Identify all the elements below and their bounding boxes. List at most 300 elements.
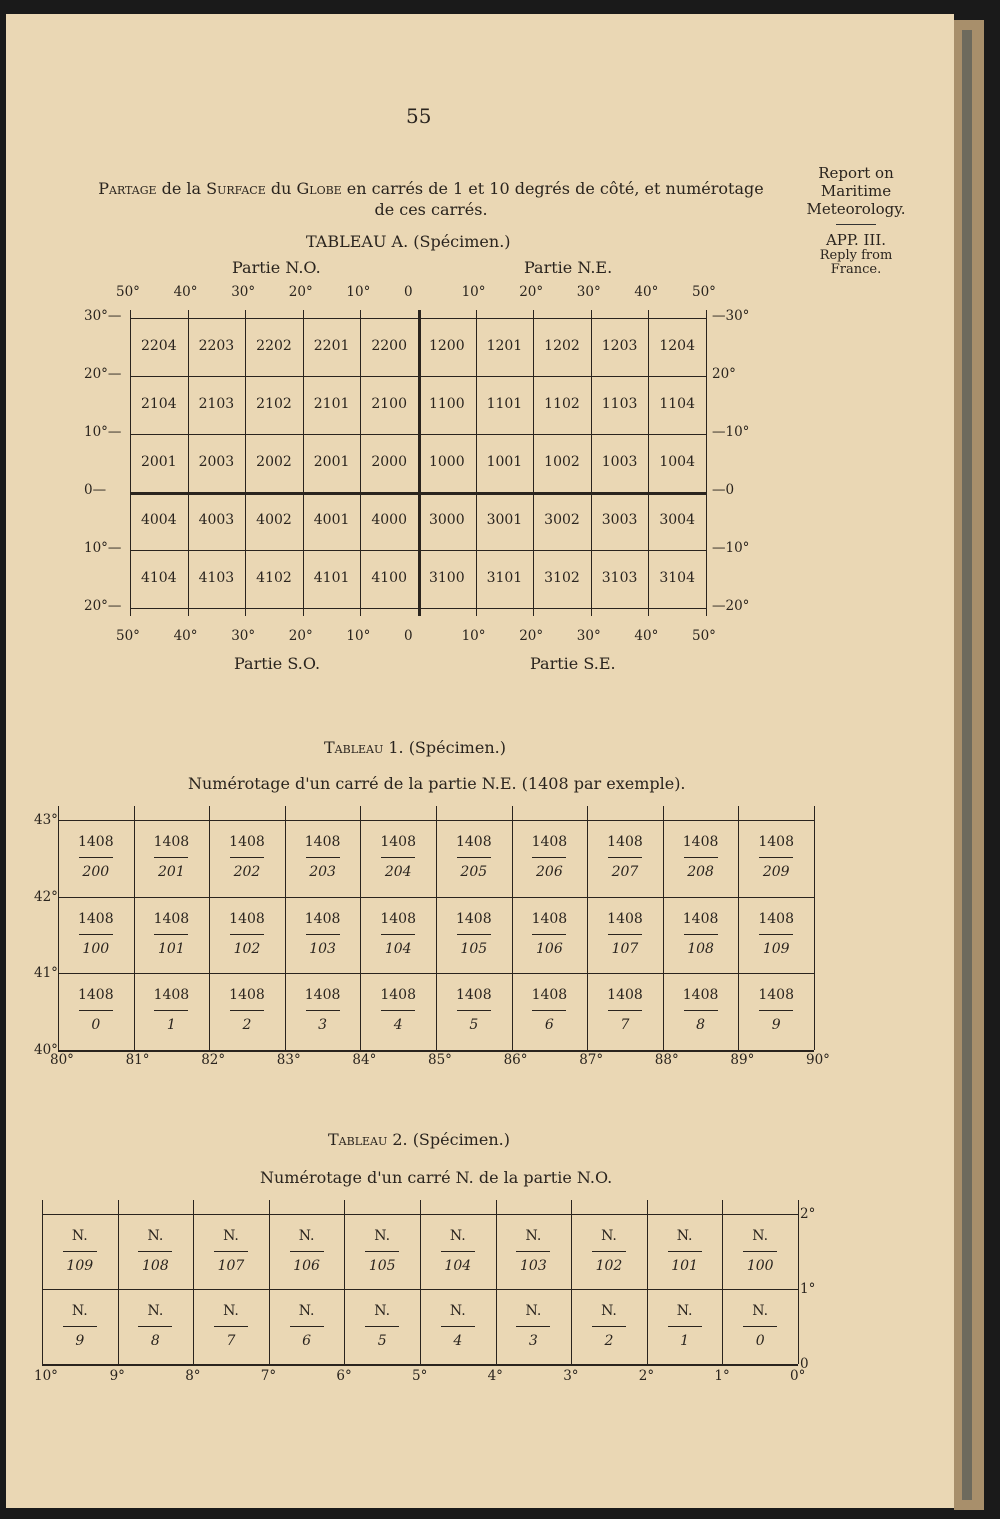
tableau-1-fraction-cell [285, 987, 361, 1035]
fraction-bar [457, 1010, 491, 1011]
tableau-1-numerator: 1408 [304, 910, 341, 927]
tableau-a-cell: 2101 [313, 396, 350, 412]
fraction-bar [759, 1010, 793, 1011]
page-number: 55 [406, 104, 432, 128]
tableau-1-numerator: 1408 [607, 987, 643, 1003]
tableau-1-denominator: 100 [82, 940, 110, 957]
tableau-2-subtitle: Numérotage d'un carré N. de la partie N.O. [260, 1168, 613, 1187]
tableau-1-fraction-cell [663, 987, 739, 1035]
tableau-2-lat-label: 2° [800, 1206, 816, 1222]
tableau-a-right-lat-label: —30° [712, 308, 750, 324]
fraction-bar [743, 1326, 777, 1327]
tableau-2-lon-label: 6° [336, 1368, 352, 1384]
tableau-1-fraction-cell [58, 987, 134, 1035]
tableau-a-cell: 1001 [486, 454, 523, 470]
fraction-bar [63, 1326, 97, 1327]
tableau-1-numerator: 1408 [77, 987, 114, 1003]
tableau-1-fraction-cell [436, 911, 512, 959]
tableau-a-cell: 1004 [659, 454, 695, 470]
tableau-2-numerator: N. [449, 1303, 466, 1319]
margin-line1: Report on [818, 164, 894, 182]
tableau-2-lon-label: 5° [412, 1368, 428, 1384]
tableau-a-cell: 2100 [371, 396, 407, 412]
tableau-1-numerator: 1408 [380, 910, 416, 927]
tableau-a-cell: 1104 [659, 396, 695, 412]
tableau-1-denominator: 2 [242, 1017, 252, 1033]
tableau-a-bottom-lon-label: 30° [231, 628, 256, 644]
tableau-2-denominator: 9 [75, 1333, 85, 1349]
tableau-2-fraction-cell [571, 1228, 647, 1276]
tableau-a-cell: 4100 [371, 570, 407, 586]
fraction-bar [154, 934, 188, 935]
tableau-a-cell: 2000 [371, 454, 407, 470]
tableau-a-right-lat-label: —20° [712, 598, 750, 614]
tableau-a-cell: 4103 [198, 570, 235, 586]
fraction-bar [306, 857, 340, 858]
tableau-1-fraction-cell [209, 987, 285, 1035]
fraction-bar [214, 1326, 248, 1327]
tableau-1-denominator: 104 [384, 940, 412, 957]
tableau-a-cell: 4104 [140, 570, 177, 586]
tableau-1-fraction-cell [587, 987, 663, 1035]
tableau-a-left-lat-label: 30°— [84, 308, 122, 324]
tableau-1-numerator: 1408 [682, 987, 719, 1003]
tableau-1-lon-label: 81° [125, 1052, 150, 1068]
tableau-a-cell: 3100 [428, 570, 465, 586]
tableau-1-numerator: 1408 [77, 834, 114, 850]
tableau-a-right-lat-label: 20° [712, 366, 736, 382]
tableau-2-denominator: 108 [142, 1258, 169, 1274]
tableau-2-fraction-cell [344, 1228, 420, 1276]
margin-app: APP. III. [825, 231, 887, 249]
tableau-a-cell: 2201 [313, 338, 350, 354]
tableau-2-lon-label: 3° [563, 1368, 579, 1384]
tableau-2-lon-label: 9° [109, 1368, 125, 1384]
tableau-a-cell: 2200 [371, 338, 407, 354]
tableau-a-cell: 2103 [198, 396, 235, 412]
tableau-a-right-lat-label: —10° [712, 424, 750, 440]
tableau-1-vline [814, 806, 815, 1050]
tableau-2-denominator: 103 [520, 1258, 547, 1274]
tableau-2-lat-label: 0 [800, 1356, 809, 1372]
tableau-1-numerator: 1408 [531, 834, 568, 850]
tableau-a-part-ne: Partie N.E. [524, 258, 613, 277]
tableau-2-lon-label: 10° [34, 1368, 58, 1384]
tableau-1-denominator: 209 [762, 864, 790, 880]
tableau-1-denominator: 103 [309, 940, 336, 957]
tableau-1-lon-label: 89° [730, 1052, 755, 1068]
tableau-a-cell: 1203 [601, 338, 638, 354]
fraction-bar [79, 1010, 113, 1011]
tableau-1-lat-label: 41° [34, 965, 58, 981]
book-spine-edge [962, 30, 972, 1500]
tableau-a-part-se: Partie S.E. [530, 654, 616, 673]
tableau-2-denominator: 100 [746, 1258, 774, 1274]
tableau-2-fraction-cell [420, 1228, 496, 1276]
tableau-2-fraction-cell [571, 1303, 647, 1351]
tableau-a-cell: 4102 [256, 570, 292, 586]
fraction-bar [684, 857, 718, 858]
tableau-1-denominator: 201 [158, 864, 185, 880]
tableau-1-lat-label: 40° [34, 1041, 58, 1058]
tableau-2-numerator: N. [298, 1228, 315, 1244]
tableau-1-denominator: 204 [384, 864, 412, 880]
tableau-a-cell: 3003 [601, 512, 638, 528]
tableau-2-denominator: 101 [671, 1258, 698, 1274]
tableau-2-fraction-cell [722, 1228, 798, 1276]
tableau-1-denominator: 108 [687, 940, 714, 957]
fraction-bar [79, 934, 113, 935]
tableau-a-top-lon-label: 20° [519, 284, 544, 300]
tableau-2-denominator: 5 [377, 1333, 387, 1349]
tableau-1-numerator: 1408 [229, 910, 265, 927]
tableau-2-lon-label: 4° [487, 1368, 503, 1384]
tableau-a-cell: 2102 [256, 396, 292, 412]
tableau-1-denominator: 109 [762, 940, 790, 957]
tableau-1-numerator: 1408 [682, 834, 719, 850]
tableau-a-cell: 4101 [313, 570, 350, 586]
tableau-2-numerator: N. [676, 1303, 693, 1319]
tableau-1-denominator: 4 [393, 1017, 403, 1033]
tableau-a-left-lat-label: 20°— [84, 598, 122, 614]
tableau-1-lon-label: 90° [806, 1052, 830, 1068]
tableau-1-subtitle: Numérotage d'un carré de la partie N.E. (1408 par exemple). [188, 774, 686, 793]
tableau-1-numerator: 1408 [229, 987, 265, 1003]
tableau-2-denominator: 109 [66, 1258, 94, 1274]
tableau-a-top-lon-label: 50° [692, 284, 716, 300]
tableau-2-hline [42, 1364, 798, 1366]
tableau-2-fraction-cell [344, 1303, 420, 1351]
tableau-1-numerator: 1408 [455, 987, 492, 1003]
tableau-1-numerator: 1408 [304, 987, 341, 1003]
tableau-2-numerator: N. [449, 1228, 466, 1244]
tableau-2-denominator: 2 [604, 1333, 614, 1349]
tableau-a-cell: 2002 [256, 454, 292, 470]
tableau-a-cell: 1200 [428, 338, 465, 354]
tableau-1-fraction-cell [663, 834, 739, 882]
tableau-1-denominator: 101 [158, 940, 185, 957]
margin-line3: Meteorology. [806, 200, 906, 218]
tableau-1-title [324, 738, 506, 757]
tableau-a-bottom-lon-label: 0 [404, 628, 413, 644]
fraction-bar [381, 934, 415, 935]
fraction-bar [230, 934, 264, 935]
tableau-2-denominator: 7 [226, 1333, 236, 1349]
margin-reply2: France. [830, 262, 882, 277]
title-word-du: du [265, 179, 297, 198]
tableau-1-numerator: 1408 [758, 910, 794, 927]
tableau-1-numerator: 1408 [682, 910, 719, 927]
tableau-a-cell: 4000 [371, 512, 407, 528]
tableau-1-lon-label: 82° [201, 1052, 226, 1068]
tableau-1-fraction-cell [134, 987, 210, 1035]
tableau-a-top-lon-label: 40° [634, 284, 659, 300]
tableau-a-top-lon-label: 30° [576, 284, 601, 300]
tableau-a-part-nw: Partie N.O. [232, 258, 321, 277]
tableau-2-lon-label: 2° [638, 1368, 655, 1384]
fraction-bar [592, 1326, 626, 1327]
tableau-2-denominator: 3 [528, 1333, 538, 1349]
tableau-1-numerator: 1408 [607, 834, 643, 850]
tableau-2-denominator: 107 [217, 1258, 245, 1274]
tableau-2-denominator: 4 [453, 1333, 463, 1349]
tableau-1-denominator: 6 [544, 1017, 554, 1033]
tableau-1-fraction-cell [134, 834, 210, 882]
tableau-2-fraction-cell [42, 1228, 118, 1276]
tableau-2-lon-label: 7° [260, 1368, 277, 1384]
tableau-a-cell: 3000 [428, 512, 465, 528]
tableau-a-right-lat-label: —0 [712, 482, 735, 498]
tableau-1-title-rest: 1. (Spécimen.) [383, 738, 506, 757]
tableau-a-cell: 2001 [313, 454, 350, 470]
tableau-a-cell: 2001 [140, 454, 177, 470]
margin-reply1: Reply from [819, 248, 893, 263]
tableau-1-lon-label: 84° [352, 1052, 377, 1068]
tableau-2-numerator: N. [601, 1228, 617, 1244]
fraction-bar [668, 1251, 702, 1252]
tableau-2-numerator: N. [298, 1303, 315, 1319]
tableau-1-fraction-cell [512, 834, 588, 882]
fraction-bar [63, 1251, 97, 1252]
tableau-1-numerator: 1408 [229, 834, 265, 850]
tableau-2-denominator: 106 [293, 1258, 320, 1274]
tableau-2-numerator: N. [71, 1228, 88, 1244]
tableau-2-numerator: N. [147, 1303, 164, 1319]
tableau-1-fraction-cell [663, 911, 739, 959]
fraction-bar [608, 857, 642, 858]
tableau-a-cell: 2003 [198, 454, 235, 470]
tableau-1-lat-label: 43° [34, 812, 58, 828]
tableau-2-fraction-cell [193, 1303, 269, 1351]
tableau-1-lon-label: 85° [428, 1052, 452, 1068]
tableau-1-numerator: 1408 [455, 910, 492, 927]
title-word-partage: Partage [98, 179, 157, 198]
tableau-2-title [328, 1130, 510, 1149]
tableau-1-denominator: 7 [620, 1017, 630, 1033]
tableau-a-cell: 3103 [601, 570, 638, 586]
tableau-a-cell: 1102 [544, 396, 580, 412]
tableau-a-cell: 3101 [486, 570, 523, 586]
fraction-bar [532, 934, 566, 935]
tableau-2-fraction-cell [118, 1303, 194, 1351]
tableau-a-bottom-lon-label: 10° [346, 628, 371, 644]
tableau-2-numerator: N. [752, 1303, 769, 1319]
fraction-bar [457, 934, 491, 935]
tableau-2-fraction-cell [42, 1303, 118, 1351]
margin-line2: Maritime [820, 182, 892, 200]
tableau-2-fraction-cell [269, 1303, 345, 1351]
tableau-1-numerator: 1408 [455, 834, 492, 850]
tableau-a-cell: 4002 [256, 512, 292, 528]
tableau-1-numerator: 1408 [758, 987, 794, 1003]
tableau-1-fraction-cell [360, 834, 436, 882]
fraction-bar [214, 1251, 248, 1252]
fraction-bar [684, 1010, 718, 1011]
tableau-2-title-rest: 2. (Spécimen.) [387, 1130, 510, 1149]
tableau-a-part-sw: Partie S.O. [234, 654, 321, 673]
tableau-2-numerator: N. [525, 1228, 542, 1244]
tableau-a-bottom-lon-label: 20° [288, 628, 313, 644]
tableau-1-denominator: 102 [233, 940, 261, 957]
tableau-a-cell: 1100 [428, 396, 465, 412]
fraction-bar [457, 857, 491, 858]
tableau-a-cell: 2104 [140, 396, 177, 412]
tableau-1-fraction-cell [209, 911, 285, 959]
tableau-2-numerator: N. [374, 1228, 391, 1244]
tableau-1-fraction-cell [738, 911, 814, 959]
tableau-2-fraction-cell [420, 1303, 496, 1351]
tableau-a-left-lat-label: 0— [84, 482, 107, 498]
tableau-2-numerator: N. [676, 1228, 693, 1244]
tableau-1-numerator: 1408 [758, 834, 794, 850]
tableau-a-bottom-lon-label: 20° [519, 628, 544, 644]
tableau-1-numerator: 1408 [304, 834, 341, 850]
tableau-2-fraction-cell [269, 1228, 345, 1276]
tableau-a-left-lat-label: 10°— [84, 424, 122, 440]
tableau-a-top-lon-label: 0 [404, 284, 413, 300]
fraction-bar [532, 857, 566, 858]
tableau-a-bottom-lon-label: 50° [116, 628, 140, 644]
title-line2: de ces carrés. [374, 200, 488, 219]
tableau-2-fraction-cell [496, 1228, 572, 1276]
fraction-bar [441, 1251, 475, 1252]
tableau-1-denominator: 208 [687, 864, 714, 880]
fraction-bar [79, 857, 113, 858]
tableau-1-lon-label: 88° [654, 1052, 679, 1068]
tableau-1-denominator: 200 [82, 864, 110, 880]
tableau-2-numerator: N. [374, 1303, 391, 1319]
tableau-a-cell: 3102 [544, 570, 580, 586]
tableau-a-cell: 2203 [198, 338, 235, 354]
tableau-1-denominator: 9 [771, 1017, 781, 1033]
tableau-2-numerator: N. [752, 1228, 769, 1244]
tableau-a-bottom-lon-label: 30° [576, 628, 601, 644]
tableau-1-numerator: 1408 [380, 834, 416, 850]
tableau-a-top-lon-label: 50° [116, 284, 140, 300]
fraction-bar [441, 1326, 475, 1327]
tableau-1-denominator: 8 [696, 1017, 706, 1033]
fraction-bar [743, 1251, 777, 1252]
tableau-1-fraction-cell [587, 911, 663, 959]
tableau-2-fraction-cell [647, 1303, 723, 1351]
tableau-2-fraction-cell [722, 1303, 798, 1351]
tableau-1-fraction-cell [285, 911, 361, 959]
tableau-1-denominator: 206 [536, 864, 563, 880]
tableau-1-numerator: 1408 [153, 987, 190, 1003]
tableau-1-denominator: 107 [611, 940, 639, 957]
tableau-a-cell: 1101 [486, 396, 523, 412]
tableau-1-numerator: 1408 [153, 834, 190, 850]
tableau-2-fraction-cell [496, 1303, 572, 1351]
tableau-1-lon-label: 86° [503, 1052, 528, 1068]
fraction-bar [154, 857, 188, 858]
tableau-a-cell: 2204 [140, 338, 177, 354]
fraction-bar [759, 857, 793, 858]
fraction-bar [592, 1251, 626, 1252]
fraction-bar [230, 1010, 264, 1011]
fraction-bar [608, 934, 642, 935]
tableau-1-denominator: 0 [91, 1017, 101, 1033]
tableau-1-fraction-cell [738, 834, 814, 882]
tableau-1-denominator: 1 [166, 1017, 176, 1033]
tableau-a-cell: 1103 [601, 396, 638, 412]
tableau-1-numerator: 1408 [153, 910, 190, 927]
tableau-2-fraction-cell [193, 1228, 269, 1276]
tableau-2-denominator: 6 [302, 1333, 312, 1349]
tableau-1-denominator: 205 [460, 864, 488, 880]
page [6, 14, 954, 1508]
tableau-2-denominator: 104 [444, 1258, 472, 1274]
fraction-bar [381, 1010, 415, 1011]
tableau-1-numerator: 1408 [607, 910, 643, 927]
tableau-2-denominator: 102 [595, 1258, 623, 1274]
tableau-2-denominator: 105 [368, 1258, 396, 1274]
tableau-a-left-lat-label: 10°— [84, 540, 122, 556]
tableau-a-bottom-lon-label: 50° [692, 628, 716, 644]
title-word-surface: Surface [206, 179, 266, 198]
tableau-2-denominator: 8 [150, 1333, 160, 1349]
tableau-a-vline [706, 310, 707, 616]
tableau-2-numerator: N. [601, 1303, 617, 1319]
tableau-a-cell: 4003 [198, 512, 235, 528]
tableau-2-numerator: N. [147, 1228, 164, 1244]
tableau-a-cell: 3001 [486, 512, 523, 528]
tableau-a-title: TABLEAU A. (Spécimen.) [306, 232, 511, 251]
margin-note [796, 164, 916, 277]
fraction-bar [516, 1251, 550, 1252]
tableau-1-lon-label: 80° [50, 1052, 74, 1068]
tableau-1-numerator: 1408 [531, 910, 568, 927]
tableau-a-cell: 1002 [544, 454, 580, 470]
tableau-2-numerator: N. [71, 1303, 88, 1319]
tableau-2-fraction-cell [118, 1228, 194, 1276]
tableau-1-fraction-cell [738, 987, 814, 1035]
tableau-2-lon-label: 1° [714, 1368, 730, 1384]
tableau-2-denominator: 1 [680, 1333, 690, 1349]
fraction-bar [608, 1010, 642, 1011]
tableau-2-denominator: 0 [755, 1333, 765, 1349]
tableau-1-numerator: 1408 [531, 987, 568, 1003]
fraction-bar [365, 1251, 399, 1252]
tableau-1-lon-label: 87° [579, 1052, 604, 1068]
tableau-1-numerator: 1408 [380, 987, 416, 1003]
tableau-1-lon-label: 83° [276, 1052, 301, 1068]
tableau-a-cell: 2202 [256, 338, 292, 354]
tableau-1-fraction-cell [58, 834, 134, 882]
tableau-a-cell: 3004 [659, 512, 695, 528]
tableau-1-fraction-cell [436, 987, 512, 1035]
fraction-bar [138, 1251, 172, 1252]
fraction-bar [684, 934, 718, 935]
tableau-1-fraction-cell [58, 911, 134, 959]
fraction-bar [230, 857, 264, 858]
tableau-1-denominator: 202 [233, 864, 261, 880]
tableau-a-cell: 3104 [659, 570, 695, 586]
tableau-1-denominator: 207 [611, 864, 639, 880]
tableau-1-denominator: 5 [469, 1017, 479, 1033]
fraction-bar [290, 1326, 324, 1327]
fraction-bar [668, 1326, 702, 1327]
tableau-a-bottom-lon-label: 40° [173, 628, 198, 644]
fraction-bar [138, 1326, 172, 1327]
tableau-1-denominator: 106 [536, 940, 563, 957]
tableau-a-top-lon-label: 40° [173, 284, 198, 300]
tableau-1-fraction-cell [360, 911, 436, 959]
tableau-a-right-lat-label: —10° [712, 540, 750, 556]
tableau-1-fraction-cell [512, 987, 588, 1035]
tableau-a-bottom-lon-label: 10° [461, 628, 486, 644]
tableau-a-cell: 1202 [544, 338, 580, 354]
